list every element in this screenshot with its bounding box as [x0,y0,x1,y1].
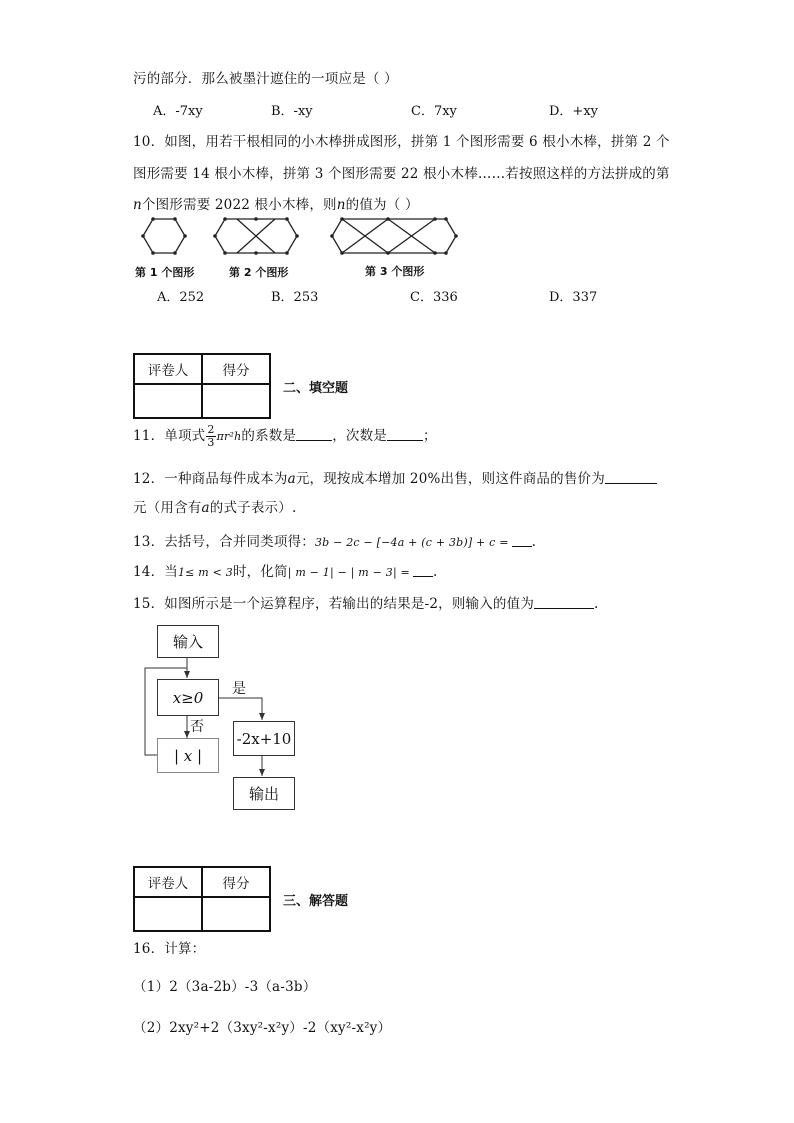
answer-blank-coefficient[interactable] [296,428,332,441]
score-table-section3 [133,866,271,932]
hexagon-figure-2 [215,219,297,253]
q11-prefix: 11．单项式 [133,428,206,444]
flow-calc-label: -2x+10 [236,729,292,748]
flow-input-box [157,625,219,658]
q11-text [133,424,437,449]
var-n: n [133,197,142,213]
answer-blank-price[interactable] [605,471,657,484]
q13-expression: 3b − 2c − [−4a + (c + 3b)] + c = [314,536,509,549]
q11-mid: 的系数是 [241,428,297,444]
q10-line3-mid: 个图形需要 2022 根小木棒，则 [141,197,337,213]
q10-option-b: B．253 [271,290,319,305]
answer-blank-q15[interactable] [534,596,594,609]
q9-text: 污的部分．那么被墨汁遮住的一项应是（ ） [133,71,398,87]
grader-header: 评卷人 [134,354,202,384]
fraction-two-thirds: $\frac{2}{3}$ [207,423,215,449]
flow-abs-box [157,738,219,773]
score-header: 得分 [202,354,270,384]
hexagon-figure-1 [143,219,185,253]
q12-line1 [133,467,657,487]
q10-line3-end: 的值为（ ） [345,197,419,213]
q16-title: 16．计算： [133,941,206,957]
flow-no-label: 否 [190,719,204,735]
var-n: n [336,197,346,213]
grader-header: 评卷人 [134,867,202,897]
hexagon-figure-3 [332,219,456,253]
q11-mid2: ，次数是 [332,428,388,444]
answer-blank-degree[interactable] [387,428,423,441]
q9-option-b: B．-xy [271,104,313,119]
q10-line3 [133,193,419,213]
flow-output-box [233,777,295,810]
flow-input-label: 输入 [172,633,203,651]
flow-yes-label: 是 [232,681,246,697]
q15-text [133,592,599,612]
q9-option-a: A．-7xy [153,104,203,119]
q10-option-a: A．252 [157,290,205,305]
flow-condition-label: x≥0 [172,688,204,707]
q16-part2: （2）2xy²+2（3xy²-x²y）-2（xy²-x²y） [133,1020,392,1036]
q12-line2-end: 的式子表示）. [209,500,297,516]
q10-option-c: C．336 [410,290,458,305]
q10-line1: 10．如图，用若干根相同的小木棒拼成图形，拼第 1 个图形需要 6 根小木棒，拼第 2 个 [133,134,670,150]
q10-option-d: D．337 [549,290,598,305]
q10-line2: 图形需要 14 根小木棒，拼第 3 个图形需要 22 根小木棒……若按照这样的方法拼成的第 [133,166,670,182]
q14-mid: 时，化简 [232,564,288,580]
flow-abs-label: | x | [173,746,203,765]
q12-line2-start: 元（用含有 [133,500,202,516]
q12-line2 [133,496,296,516]
answer-blank-q14[interactable] [413,564,433,577]
q14-prefix: 14．当 [133,564,178,580]
flow-condition-box [157,679,219,716]
score-table-section2 [133,353,271,419]
q13-prefix: 13．去括号，合并同类项得： [133,534,315,550]
score-cell[interactable] [202,897,270,931]
q16-part1: （1）2（3a-2b）-3（a-3b） [133,979,317,995]
grader-cell[interactable] [134,384,202,418]
score-header: 得分 [202,867,270,897]
q9-option-c: C．7xy [411,104,457,119]
q12-prefix: 12．一种商品每件成本为 [133,471,288,487]
flow-output-label: 输出 [248,785,279,803]
q15-prefix: 15．如图所示是一个运算程序，若输出的结果是-2，则输入的值为 [133,596,535,612]
q9-option-d: D．+xy [549,104,598,119]
q14-end: . [432,564,438,580]
score-cell[interactable] [202,384,270,418]
figure-caption-1: 第 1 个图形 [135,266,195,279]
q14-text [133,560,437,580]
grader-cell[interactable] [134,897,202,931]
var-a: a [287,471,296,487]
figure-caption-2: 第 2 个图形 [229,266,289,279]
q13-text [133,530,536,550]
q13-end: . [531,534,537,550]
q14-expression: | m − 1| − | m − 3| = [287,566,410,579]
section2-title: 二、填空题 [283,381,349,396]
q14-condition: 1≤ m < 3 [177,566,233,579]
flow-calc-box [233,721,295,756]
monomial-expr: πr²h [216,430,242,443]
var-a: a [201,500,210,516]
q15-end: . [594,596,599,612]
section3-title: 三、解答题 [283,894,349,909]
answer-blank-q13[interactable] [512,534,532,547]
figure-caption-3: 第 3 个图形 [365,265,425,278]
q11-end: ； [423,428,437,444]
q12-mid: 元，现按成本增加 20%出售，则这件商品的售价为 [295,471,605,487]
